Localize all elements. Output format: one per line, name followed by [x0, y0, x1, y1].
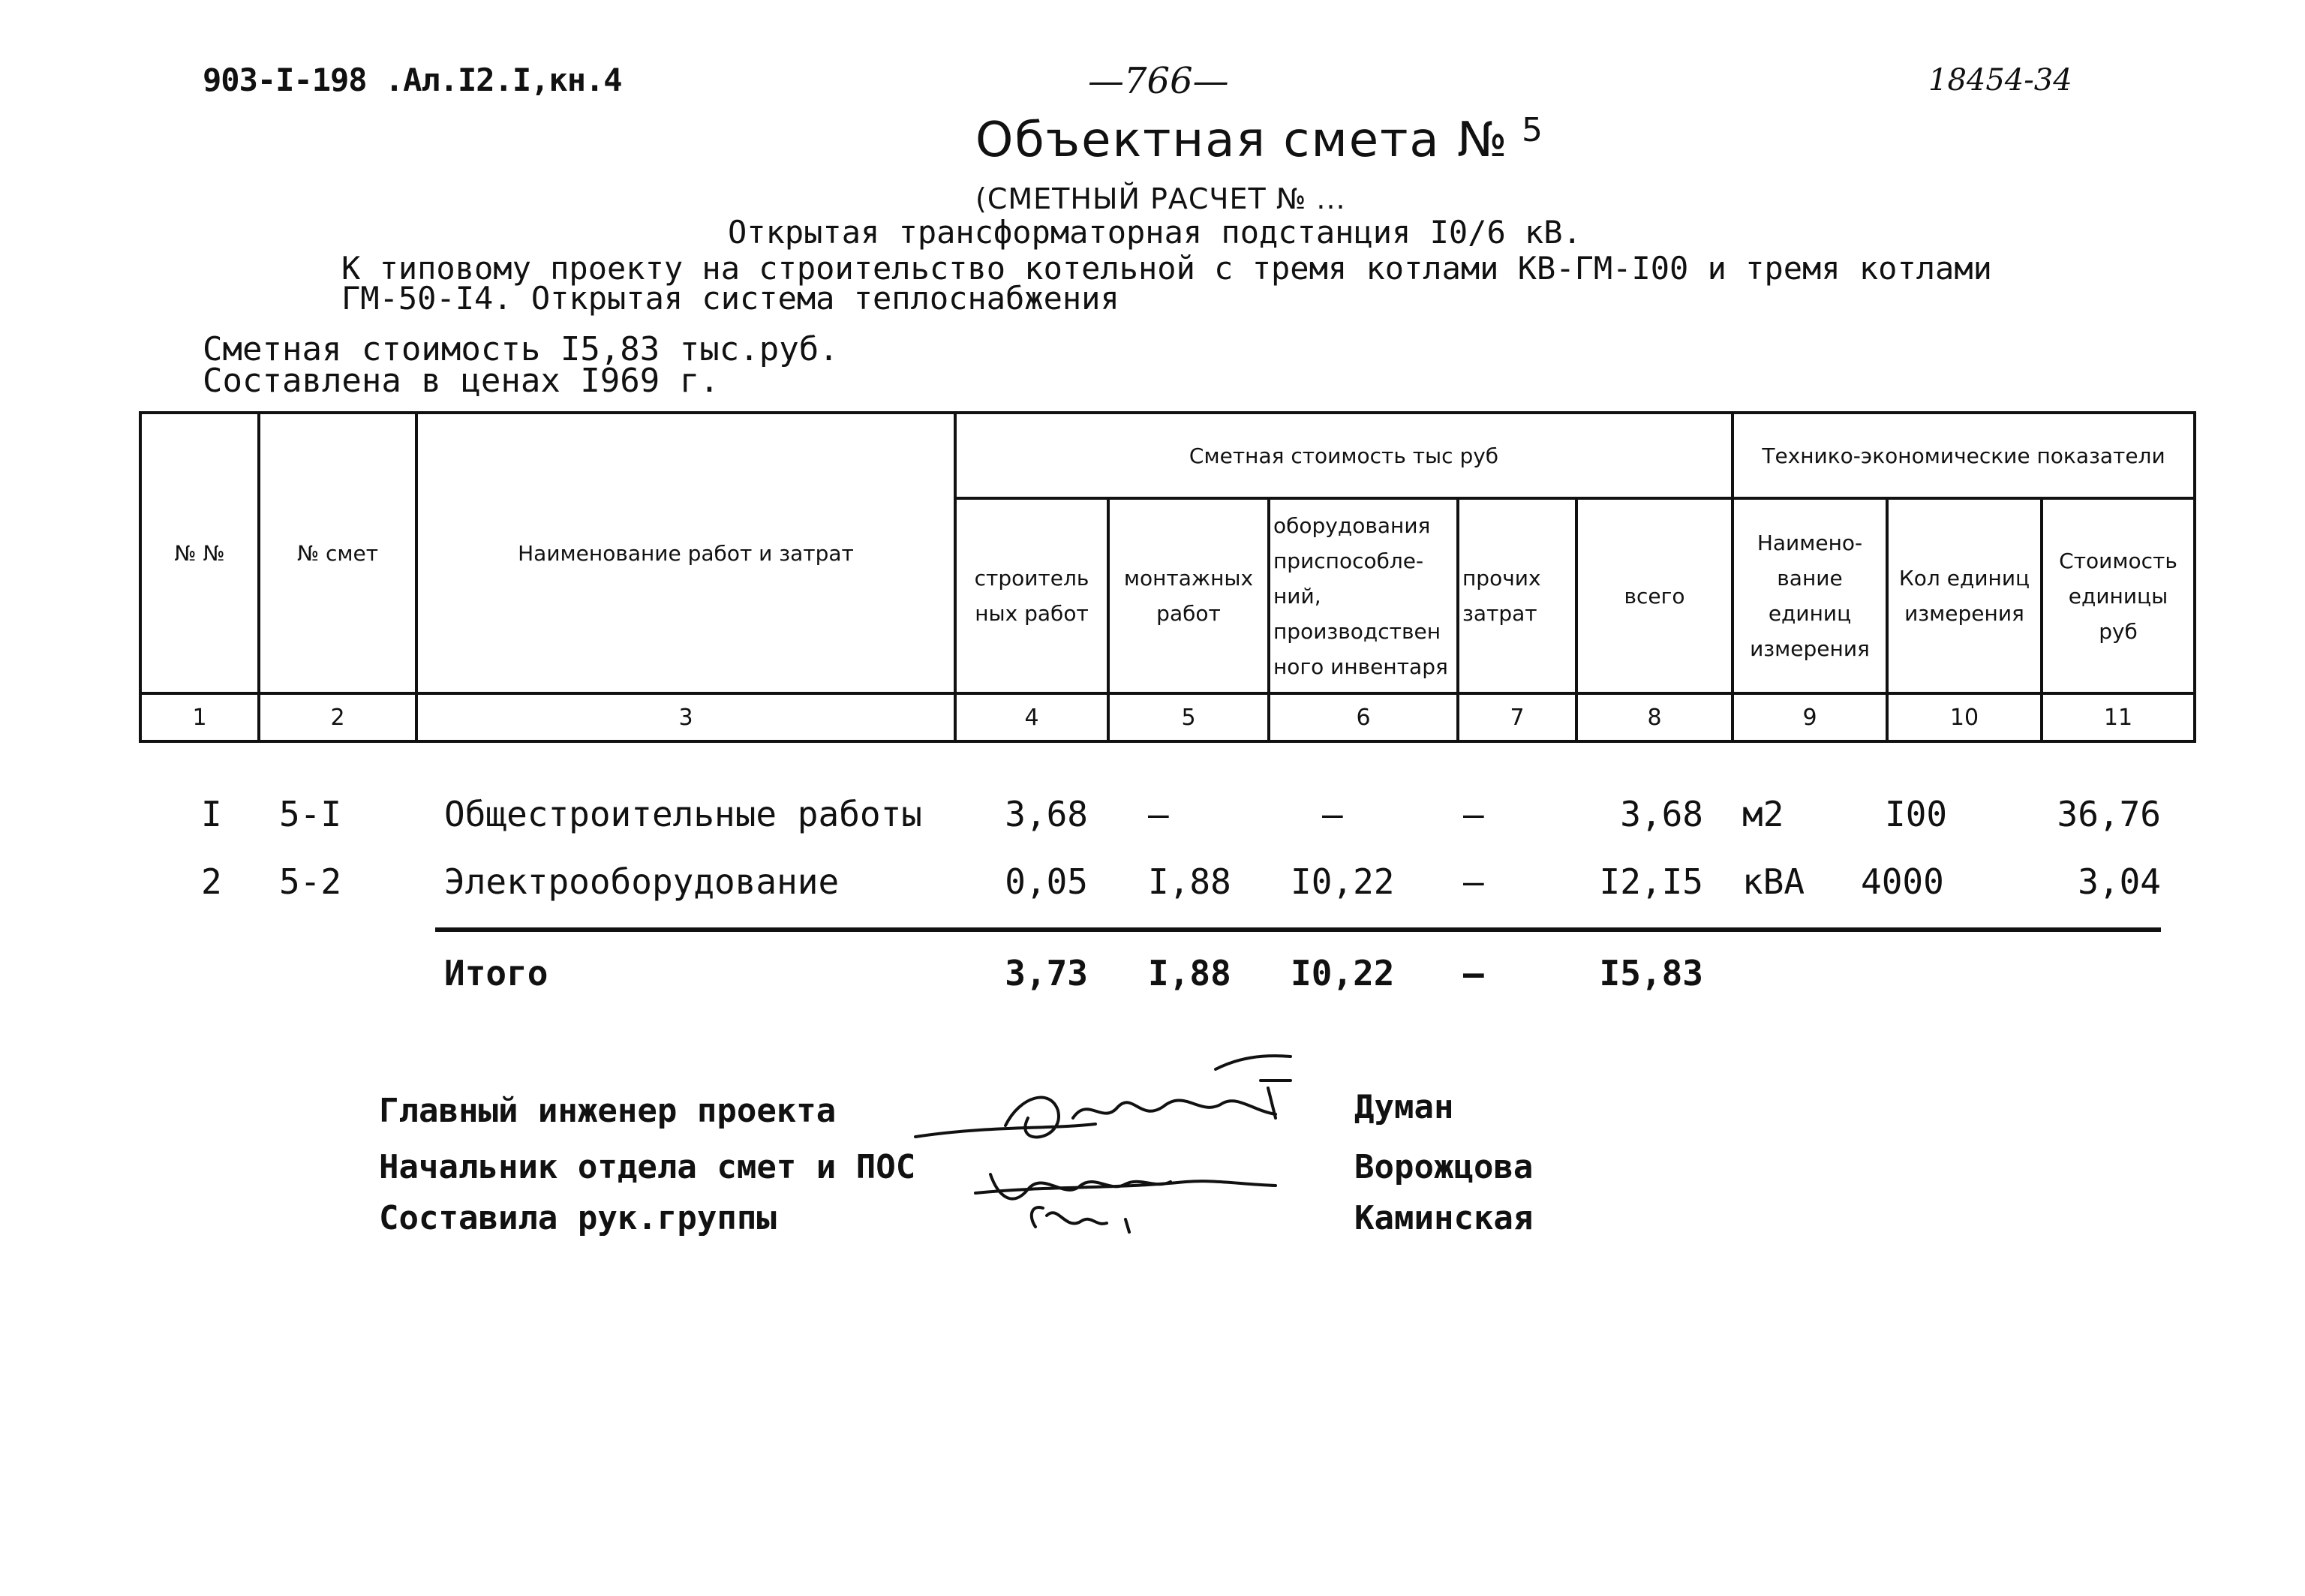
- page-title: Объектная смета №: [975, 113, 1509, 168]
- document-code: 903-I-198 .Ал.I2.I,кн.4: [203, 62, 622, 98]
- col-header-build: строитель ных работ: [955, 498, 1108, 693]
- total-divider: [435, 927, 2161, 932]
- row-mount-cost: I,88: [1148, 861, 1231, 902]
- row-estimate-code: 5-I: [279, 794, 342, 834]
- signer-name: Ворожцова: [1354, 1148, 1534, 1186]
- row-number: I: [201, 794, 222, 834]
- col-number: 4: [955, 693, 1108, 741]
- price-basis: Составлена в ценах I969 г.: [203, 362, 720, 400]
- signature-stroke: [975, 1174, 1276, 1199]
- project-description-line1: К типовому проекту на строительство котельной с тремя котлами КВ-ГМ-I00 и тремя котлами: [341, 250, 1992, 287]
- totals-label: Итого: [444, 953, 548, 993]
- col-number: 11: [2042, 693, 2195, 741]
- group-header-tech: Технико-экономические показатели: [1733, 413, 2195, 498]
- table-row: [0, 861, 2305, 906]
- col-number: 6: [1269, 693, 1458, 741]
- col-header-unit-cost: Стоимость единицы руб: [2042, 498, 2195, 693]
- row-quantity: 4000: [1861, 861, 1944, 902]
- col-header-total: всего: [1576, 498, 1733, 693]
- row-work-name: Электрооборудование: [444, 861, 840, 902]
- totals-other-cost: –: [1463, 953, 1484, 993]
- col-header-mount: монтажных работ: [1108, 498, 1269, 693]
- row-equip-cost: –: [1322, 794, 1343, 834]
- col-header-name: Наименование работ и затрат: [416, 413, 955, 693]
- totals-mount-cost: I,88: [1148, 953, 1231, 993]
- row-quantity: I00: [1885, 794, 1948, 834]
- page-number: —766—: [1088, 60, 1229, 102]
- project-description-line2: ГМ-50-I4. Открытая система теплоснабжения: [341, 280, 1119, 317]
- row-unit: м2: [1742, 794, 1784, 834]
- col-header-other: прочих затрат: [1458, 498, 1576, 693]
- signer-name: Каминская: [1354, 1199, 1534, 1237]
- row-build-cost: 0,05: [1005, 861, 1088, 902]
- col-header-unit-name: Наимено- вание единиц измерения: [1733, 498, 1887, 693]
- col-number: 2: [259, 693, 416, 741]
- row-unit-cost: 3,04: [2078, 861, 2161, 902]
- estimate-subtitle: (СМЕТНЫЙ РАСЧЕТ № ...: [975, 182, 1346, 215]
- col-number: 3: [416, 693, 955, 741]
- row-unit: кВА: [1742, 861, 1805, 902]
- row-estimate-code: 5-2: [279, 861, 342, 902]
- signer-name: Думан: [1354, 1088, 1454, 1126]
- signature-scribbles: [900, 1035, 1366, 1261]
- row-other-cost: –: [1463, 794, 1484, 834]
- group-header-cost: Сметная стоимость тыс руб: [955, 413, 1733, 498]
- col-number: 7: [1458, 693, 1576, 741]
- row-unit-cost: 36,76: [2057, 794, 2161, 834]
- col-number: 10: [1887, 693, 2042, 741]
- row-number: 2: [201, 861, 222, 902]
- col-header-smet: № смет: [259, 413, 416, 693]
- row-mount-cost: –: [1148, 794, 1169, 834]
- row-total-cost: I2,I5: [1599, 861, 1703, 902]
- totals-equip-cost: I0,22: [1291, 953, 1395, 993]
- row-total-cost: 3,68: [1620, 794, 1703, 834]
- row-work-name: Общестроительные работы: [444, 794, 922, 834]
- totals-build-cost: 3,73: [1005, 953, 1088, 993]
- signer-role: Составила рук.группы: [379, 1199, 777, 1237]
- totals-total-cost: I5,83: [1599, 953, 1703, 993]
- totals-row: [0, 953, 2305, 998]
- estimated-cost: Сметная стоимость I5,83 тыс.руб.: [203, 330, 839, 368]
- col-header-unit-qty: Кол единиц измерения: [1887, 498, 2042, 693]
- table-row: [0, 794, 2305, 839]
- estimate-number: 5: [1522, 111, 1543, 149]
- col-header-equip: оборудования приспособле- ний, производствен ного инвентаря: [1269, 498, 1458, 693]
- col-number: 1: [140, 693, 259, 741]
- signature-stroke: [1032, 1207, 1129, 1232]
- col-number: 9: [1733, 693, 1887, 741]
- signer-role: Главный инженер проекта: [379, 1092, 837, 1130]
- object-name: Открытая трансформаторная подстанция I0/6 кВ.: [728, 214, 1582, 251]
- estimate-table-header: [139, 411, 2196, 743]
- row-equip-cost: I0,22: [1291, 861, 1395, 902]
- archive-number: 18454-34: [1928, 63, 2072, 98]
- col-number: 8: [1576, 693, 1733, 741]
- row-other-cost: –: [1463, 861, 1484, 902]
- row-build-cost: 3,68: [1005, 794, 1088, 834]
- signer-role: Начальник отдела смет и ПОС: [379, 1148, 916, 1186]
- signature-stroke: [915, 1056, 1291, 1137]
- col-header-nn: № №: [140, 413, 259, 693]
- col-number: 5: [1108, 693, 1269, 741]
